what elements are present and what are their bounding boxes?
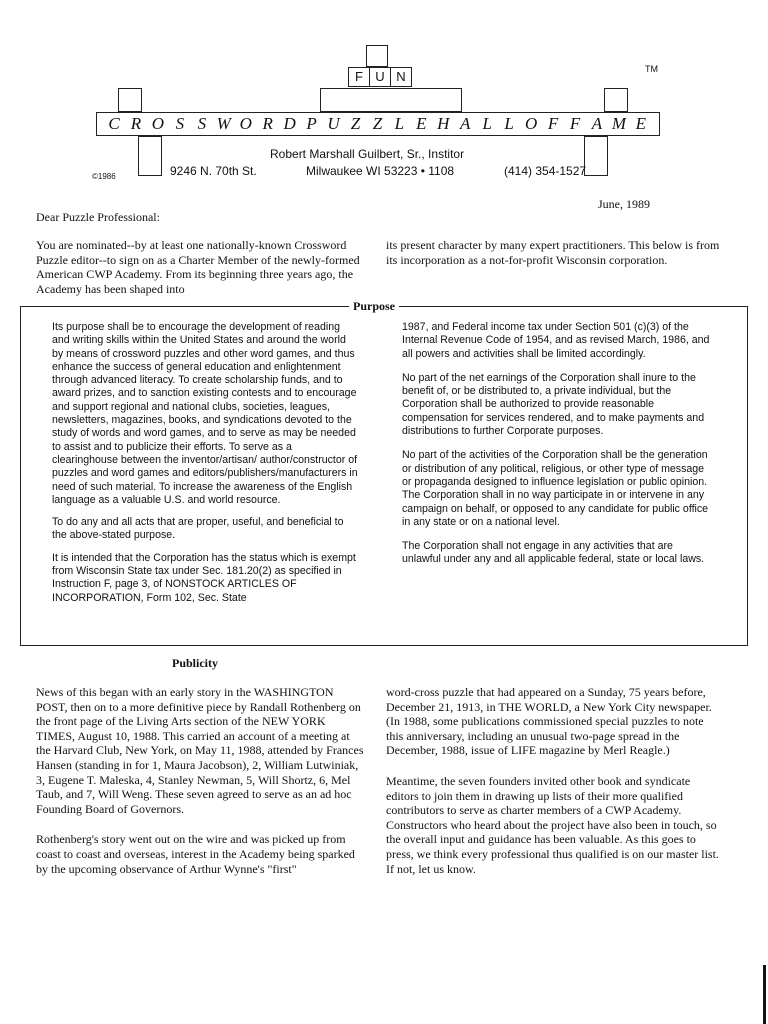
- purpose-heading: Purpose: [349, 299, 399, 314]
- publicity-left-column: [36, 685, 366, 876]
- phone-number: (414) 354-1527: [504, 164, 587, 178]
- publicity-paragraph: word-cross puzzle that had appeared on a Sunday, 75 years before, December 21, 1913, in THE WORLD, a New York City newspaper. (In 1988, some publications commissioned special puzzles to note this anniversary, including an unusual two-page spread in the December, 1988, issue of LIFE magazine by Merl Reagle.): [386, 685, 712, 758]
- title-letter: O: [524, 114, 539, 133]
- trademark-mark: TM: [645, 64, 658, 74]
- street-address: 9246 N. 70th St.: [170, 164, 257, 178]
- salutation: Dear Puzzle Professional:: [36, 210, 160, 224]
- title-letter: L: [504, 114, 515, 133]
- title-letter: F: [569, 114, 582, 133]
- fun-letter: N: [396, 69, 406, 84]
- title-letter: E: [635, 114, 648, 133]
- title-letter: O: [151, 114, 166, 133]
- publicity-paragraph: Rothenberg's story went out on the wire and was picked up from coast to coast and overseas, interest in the Academy being sparked by the upcoming observance of Arthur Wynne's "first": [36, 832, 355, 876]
- city-address: Milwaukee WI 53223 • 1108: [306, 164, 455, 178]
- purpose-paragraph: To do any and all acts that are proper, useful, and beneficial to the above-stated purpose.: [52, 516, 344, 542]
- letterhead: [0, 0, 768, 190]
- crossword-title-row: [96, 112, 660, 136]
- grid-cell-bar: [320, 88, 462, 112]
- title-letter: E: [416, 114, 428, 133]
- title-letter: R: [262, 114, 274, 133]
- intro-paragraph: You are nominated--by at least one nationally-known Crossword Puzzle editor--to sign on as a Charter Member of the newly-formed American CWP Academy. From its beginning three years ago, the Academy has been shaped into: [36, 238, 360, 296]
- purpose-left-column: [52, 321, 358, 605]
- grid-cell-below-left: [138, 136, 162, 176]
- copyright-mark: ©1986: [92, 172, 116, 181]
- title-letter: O: [239, 114, 253, 133]
- publicity-heading: Publicity: [172, 656, 219, 670]
- publicity-right-column: [386, 685, 720, 876]
- title-letter: Z: [350, 114, 362, 133]
- grid-cell-right: [604, 88, 628, 112]
- title-letter: C: [108, 114, 121, 133]
- title-letter: U: [327, 114, 341, 133]
- fun-letter: F: [349, 68, 370, 86]
- purpose-right-column: [402, 321, 712, 567]
- letter-date: June, 1989: [598, 197, 650, 211]
- title-letter: S: [197, 114, 208, 133]
- scan-edge-mark: [763, 965, 766, 1024]
- purpose-paragraph: It is intended that the Corporation has the status which is exempt from Wisconsin State tax under Sec. 181.20(2) as specified in Instruction F, page 3, of NONSTOCK ARTICLES OF INCORPORATION, Form 102, Sec. State: [52, 551, 356, 604]
- publicity-paragraph: Meantime, the seven founders invited other book and syndicate editors to join them in drawing up lists of their more qualified contributors to serve as charter members of a CWP Academy. Constructors who heard about the project have also been in touch, so the overall input and guidance has been valuable. As this goes to press, we think every professional thus qualified is on our master list. If not, let us know.: [386, 773, 719, 876]
- purpose-paragraph: The Corporation shall not engage in any activities that are unlawful under any and all applicable federal, state or local laws.: [402, 540, 705, 566]
- publicity-paragraph: News of this began with an early story in the WASHINGTON POST, then on to a more definitive piece by Randall Rothenberg on the front page of the Living Arts section of the NEW YORK TIMES, August 10, 1988. This carried an account of a meeting at the Harvard Club, New York, on May 11, 1988, attended by Frances Hansen (standing in for 1, Maura Jacobson), 2, William Lutwiniak, 3, Eugene T. Maleska, 4, Stanley Newman, 5, Will Shortz, 6, Mel Taub, and 7, Will Weng. These seven agreed to serve as an ad hoc Founding Board of Governors.: [36, 685, 364, 816]
- title-letter: H: [437, 114, 451, 133]
- fun-word-box: [348, 67, 412, 87]
- founder-line: Robert Marshall Guilbert, Sr., Institor: [270, 147, 465, 161]
- title-letter: P: [306, 114, 318, 133]
- title-letter: R: [130, 114, 143, 133]
- intro-right-column: [386, 238, 720, 267]
- intro-left-column: [36, 238, 366, 296]
- intro-paragraph: its present character by many expert practitioners. This below is from its incorporation as a not-for-profit Wisconsin corporation.: [386, 238, 720, 267]
- grid-cell-below-right: [584, 136, 608, 176]
- title-letter: S: [175, 114, 186, 133]
- title-letter: Z: [372, 114, 384, 133]
- grid-cell-top: [366, 45, 388, 67]
- title-letter: A: [460, 114, 472, 133]
- purpose-paragraph: No part of the activities of the Corporation shall be the generation or distribution of any political, religious, or other type of message or propaganda designed to influence legislation or public opinion. The Corporation shall in no way participate in or intervene in any campaign on behalf, or opposed to any candidate for public office in any state or on a national level.: [402, 449, 709, 528]
- title-letter: L: [482, 114, 493, 133]
- purpose-paragraph: No part of the net earnings of the Corporation shall inure to the benefit of, or be distributed to, a private individual, but the Corporation shall be authorized to provide reasonable compensation for services rendered, and to make payments and distributions to further Corporate purposes.: [402, 371, 705, 438]
- purpose-paragraph: Its purpose shall be to encourage the development of reading and writing skills within the United States and around the world by means of crossword puzzles and other word games, and thus enhance the success of general education and enlightenment through advanced literacy. To create scholarship funds, and to award prizes, and to sanction existing contests and to encourage and support regional and national clubs, societies, leagues, newsletters, magazines, books, and syndications devoted to the study of words and word games, and to serve as may be needed to assist and to publicize their efforts. To serve as a clearinghouse between the inventor/artisan/ author/constructor of puzzles and word games and editors/publishers/manufacturers in need of such material. To increase the awareness of the English language as a valuable U.S. and world resource.: [52, 321, 358, 506]
- purpose-paragraph: 1987, and Federal income tax under Section 501 (c)(3) of the Internal Revenue Code of 1954, and as revised March, 1986, and all powers and activities shall be limited accordingly.: [402, 321, 710, 360]
- title-letter: D: [283, 114, 297, 133]
- grid-cell-left: [118, 88, 142, 112]
- fun-letter: U: [370, 68, 391, 86]
- title-letter: M: [611, 114, 627, 133]
- title-letter: F: [547, 114, 560, 133]
- title-letter: A: [591, 114, 604, 133]
- title-letter: W: [216, 114, 232, 133]
- title-letter: L: [394, 114, 406, 133]
